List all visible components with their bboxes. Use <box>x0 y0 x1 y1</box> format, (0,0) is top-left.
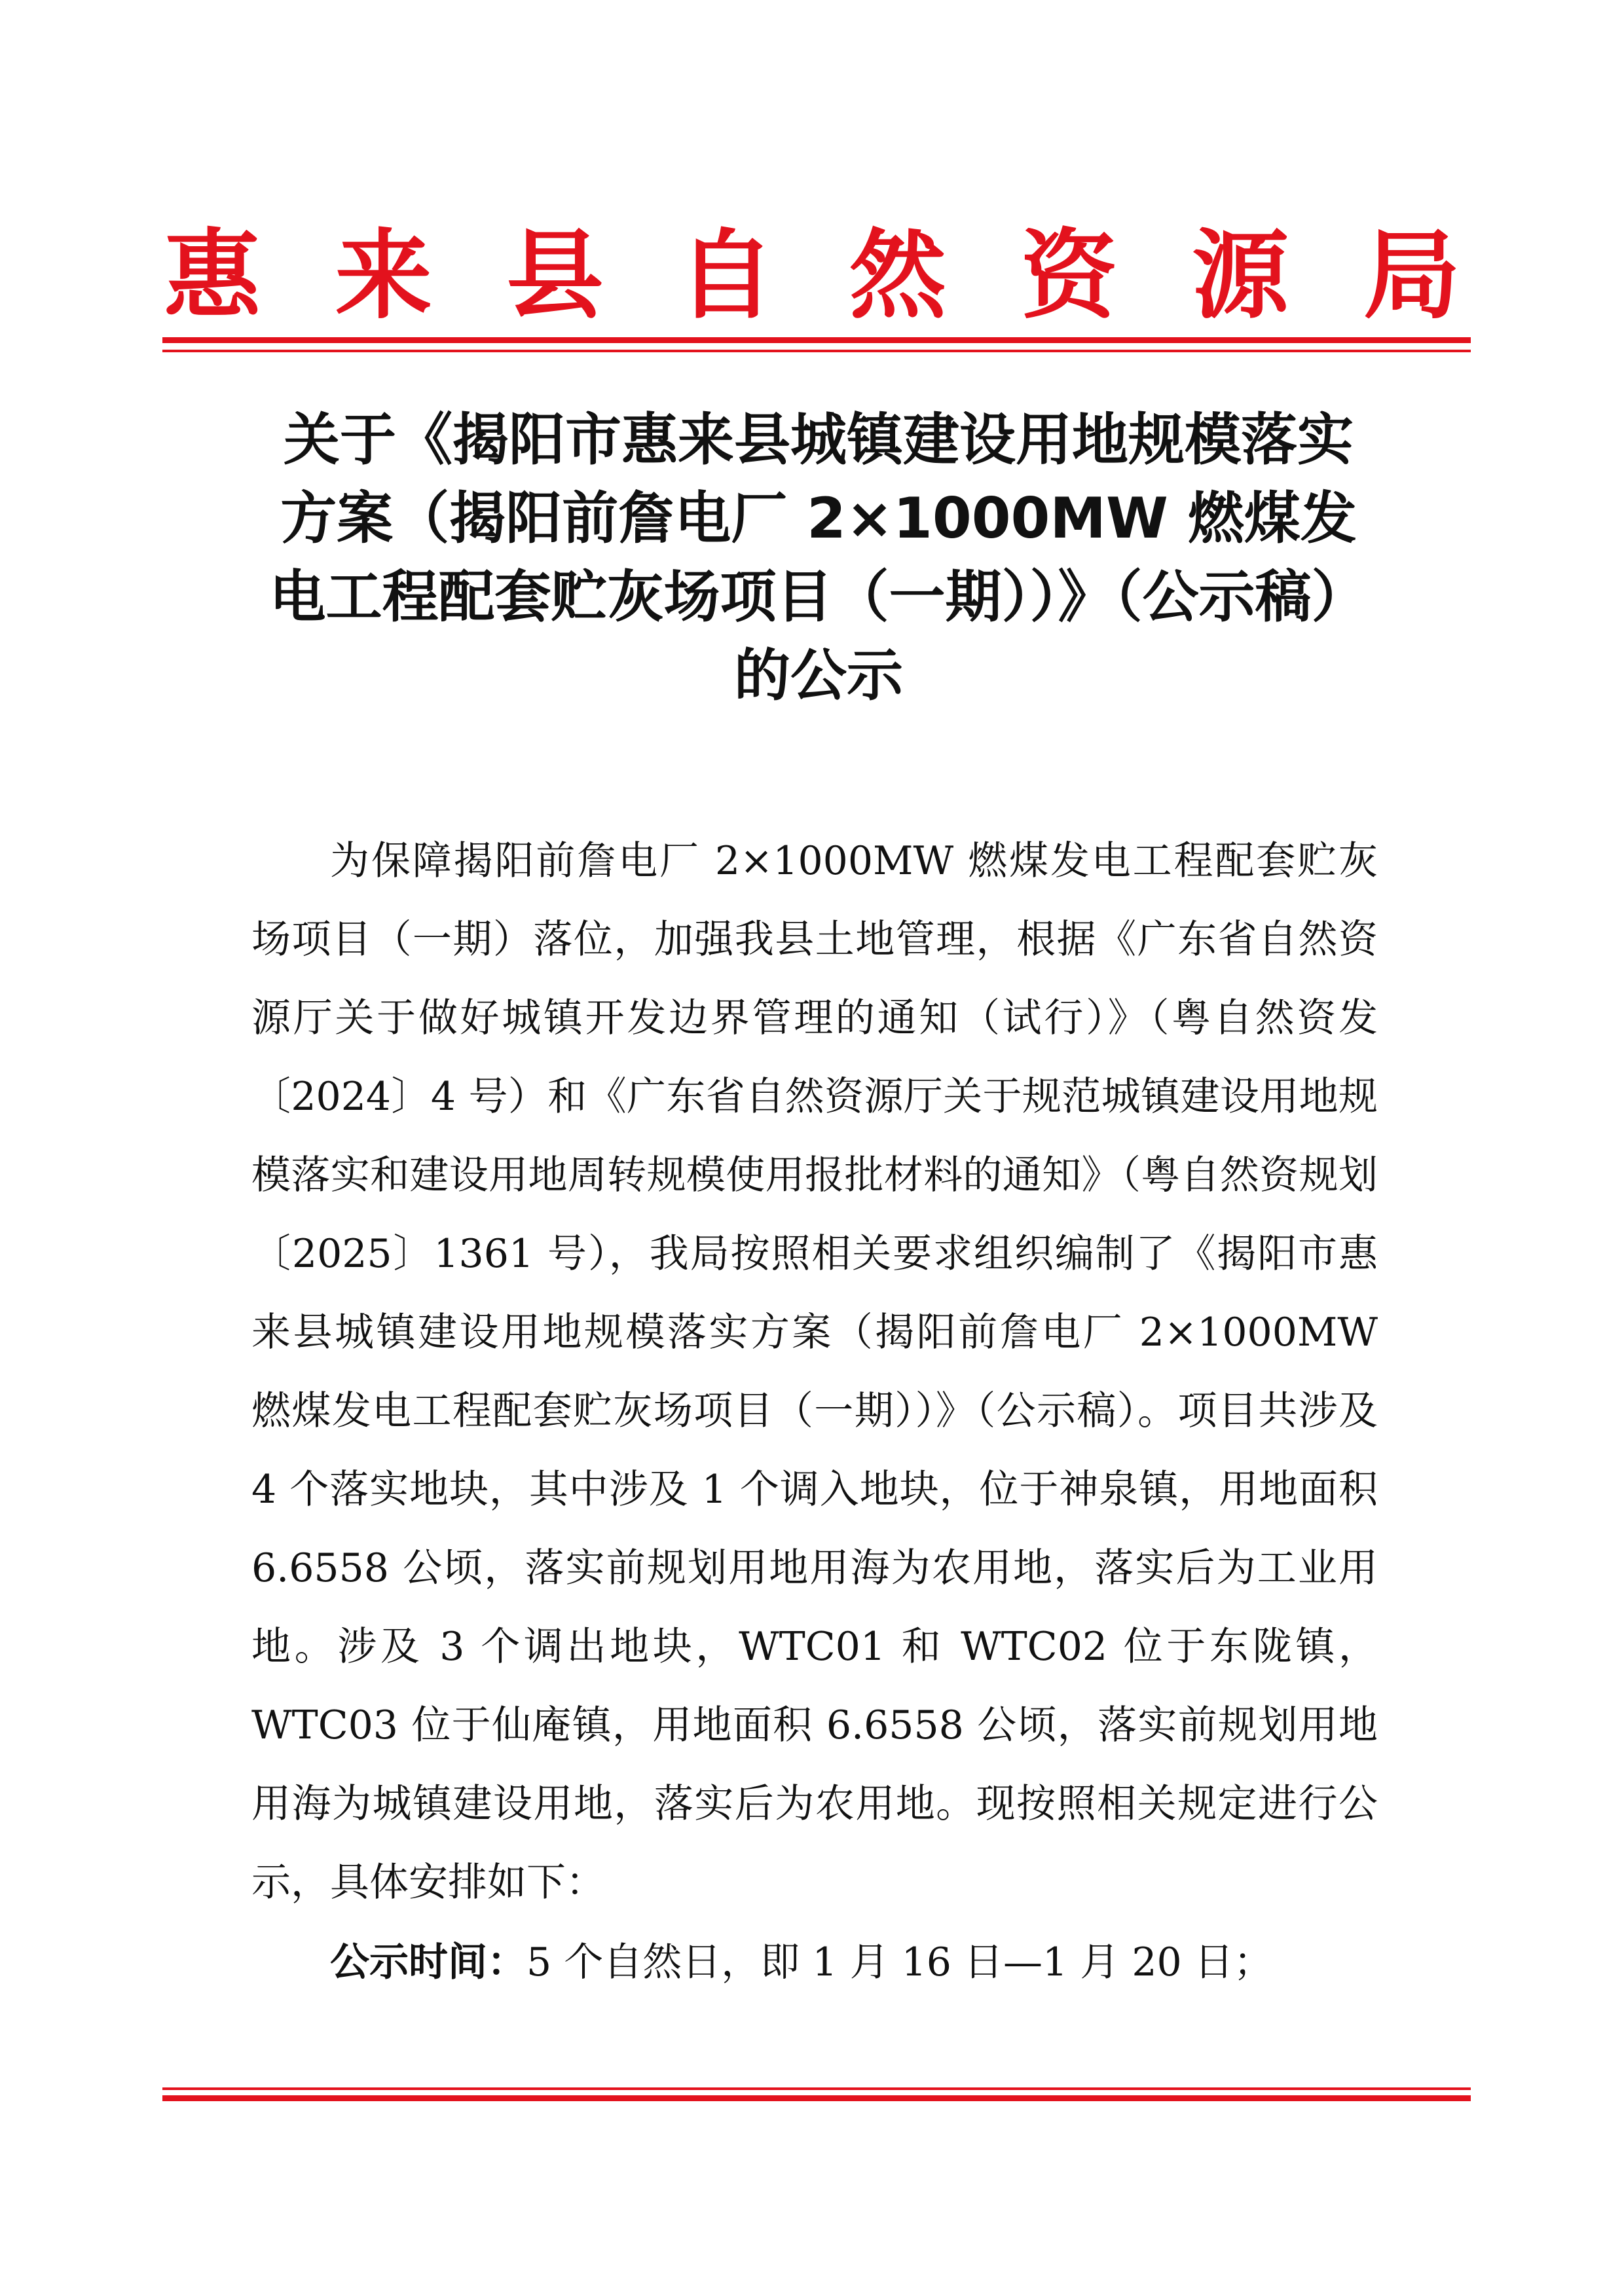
header-char: 然 <box>849 218 946 332</box>
footer-divider-thick <box>162 2095 1471 2101</box>
header-char: 县 <box>506 218 604 332</box>
notice-time-line <box>251 1923 1378 2002</box>
issuing-authority-header <box>164 210 1460 340</box>
header-char: 源 <box>1192 218 1289 332</box>
notice-time-label: 公示时间： <box>330 1939 526 1985</box>
document-title: 关于《揭阳市惠来县城镇建设用地规模落实方案（揭阳前詹电厂 2×1000MW 燃煤发电工程配套贮灰场项目（一期））》（公示稿）的公示 <box>269 407 1368 708</box>
body-paragraph: 为保障揭阳前詹电厂 2×1000MW 燃煤发电工程配套贮灰场项目（一期）落位，加强我县土地管理，根据《广东省自然资源厅关于做好城镇开发边界管理的通知（试行）》（粤自然资发〔2024〕4 号）和《广东省自然资源厅关于规范城镇建设用地规模落实和建设用地周转规模使用报批材料的通知》（粤自然资规划〔2025〕1361 号），我局按照相关要求组织编制了《揭阳市惠来县城镇建设用地规模落实方案（揭阳前詹电厂 2×1000MW 燃煤发电工程配套贮灰场项目（一期））》（公示稿）。项目共涉及 4 个落实地块，其中涉及 1 个调入地块，位于神泉镇，用地面积 6.6558 公顷，落实前规划用地用海为农用地，落实后为工业用地。涉及 3 个调出地块，WTC01 和 WTC02 位于东陇镇，WTC03 位于仙庵镇，用地面积 6.6558 公顷，落实前规划用地用海为城镇建设用地，落实后为农用地。现按照相关规定进行公示，具体安排如下： <box>251 838 1378 1905</box>
header-char: 惠 <box>164 218 261 332</box>
header-divider-thin <box>162 350 1471 352</box>
header-divider-thick <box>162 337 1471 343</box>
header-char: 自 <box>678 218 775 332</box>
header-char: 资 <box>1020 218 1118 332</box>
footer-divider-thin <box>162 2087 1471 2090</box>
notice-time-value: 5 个自然日，即 1 月 16 日—1 月 20 日； <box>526 1939 1273 1985</box>
header-char: 局 <box>1363 218 1460 332</box>
header-char: 来 <box>335 218 432 332</box>
